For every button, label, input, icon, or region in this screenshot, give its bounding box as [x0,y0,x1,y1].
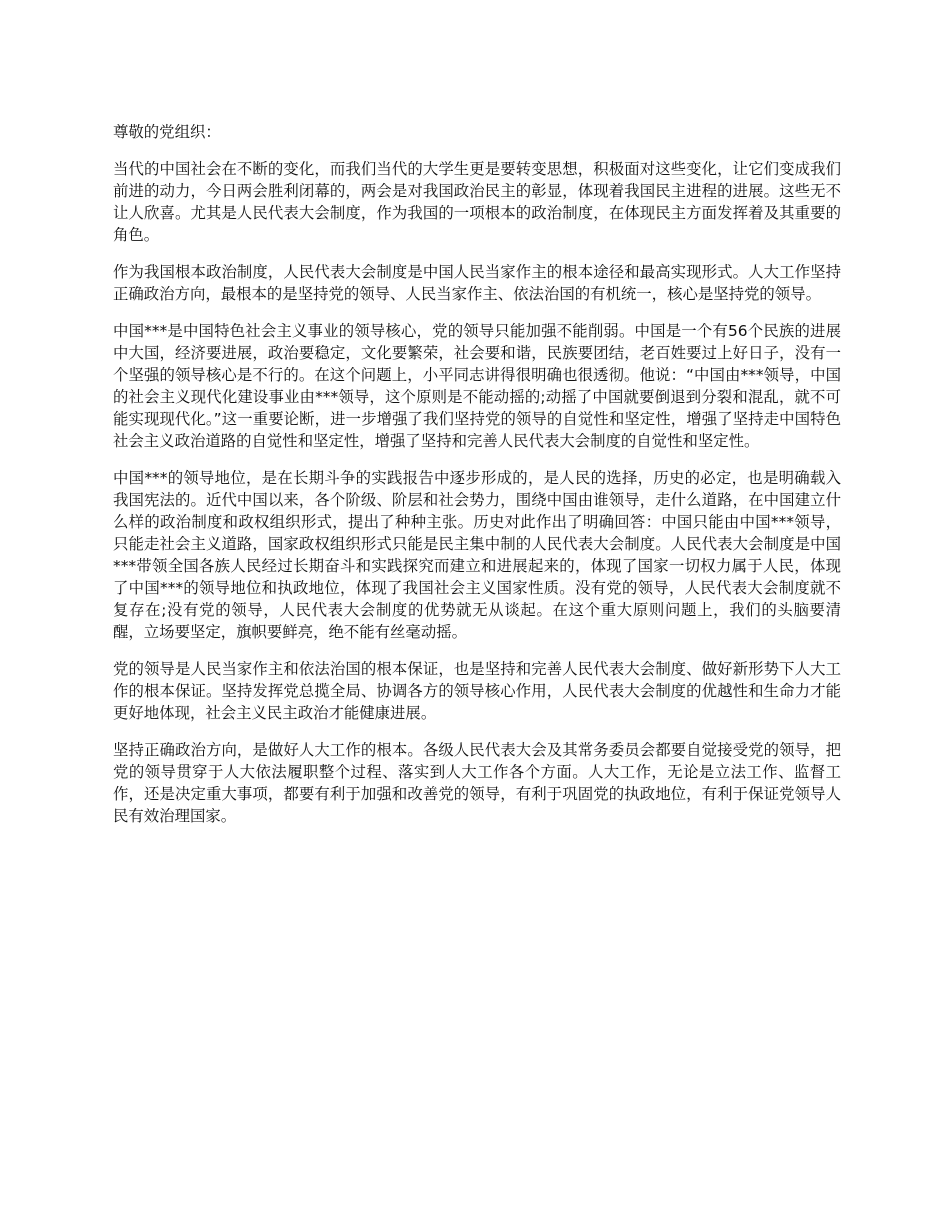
paragraph-1: 当代的中国社会在不断的变化，而我们当代的大学生更是要转变思想，积极面对这些变化，让它们变成我们前进的动力，今日两会胜利闭幕的，两会是对我国政治民主的彰显，体现着我国民主进程的进展。这些无不让人欣喜。尤其是人民代表大会制度，作为我国的一项根本的政治制度，在体现民主方面发挥着及其重要的角色。 [113,160,841,244]
paragraph-5: 党的领导是人民当家作主和依法治国的根本保证，也是坚持和完善人民代表大会制度、做好新形势下人大工作的根本保证。坚持发挥党总揽全局、协调各方的领导核心作用，人民代表大会制度的优越性和生命力才能更好地体现，社会主义民主政治才能健康进展。 [113,660,841,722]
paragraph-4: 中国***的领导地位，是在长期斗争的实践报告中逐步形成的，是人民的选择，历史的必定，也是明确载入我国宪法的。近代中国以来，各个阶级、阶层和社会势力，围绕中国由谁领导，走什么道路，在中国建立什么样的政治制度和政权组织形式，提出了种种主张。历史对此作出了明确回答：中国只能由中国***领导，只能走社会主义道路，国家政权组织形式只能是民主集中制的人民代表大会制度。人民代表大会制度是中国***带领全国各族人民经过长期奋斗和实践探究而建立和进展起来的，体现了国家一切权力属于人民，体现了中国***的领导地位和执政地位，体现了我国社会主义国家性质。没有党的领导，人民代表大会制度就不复存在;没有党的领导，人民代表大会制度的优势就无从谈起。在这个重大原则问题上，我们的头脑要清醒，立场要坚定，旗帜要鲜亮，绝不能有丝毫动摇。 [113,469,841,641]
paragraph-3: 中国***是中国特色社会主义事业的领导核心，党的领导只能加强不能削弱。中国是一个有56个民族的进展中大国，经济要进展，政治要稳定，文化要繁荣，社会要和谐，民族要团结，老百姓要过上好日子，没有一个坚强的领导核心是不行的。在这个问题上，小平同志讲得很明确也很透彻。他说：“中国由***领导，中国的社会主义现代化建设事业由***领导，这个原则是不能动摇的;动摇了中国就要倒退到分裂和混乱，就不可能实现现代化。”这一重要论断，进一步增强了我们坚持党的领导的自觉性和坚定性，增强了坚持走中国特色社会主义政治道路的自觉性和坚定性，增强了坚持和完善人民代表大会制度的自觉性和坚定性。 [113,322,841,450]
paragraph-6: 坚持正确政治方向，是做好人大工作的根本。各级人民代表大会及其常务委员会都要自觉接受党的领导，把党的领导贯穿于人大依法履职整个过程、落实到人大工作各个方面。人大工作，无论是立法工作、监督工作，还是决定重大事项，都要有利于加强和改善党的领导，有利于巩固党的执政地位，有利于保证党领导人民有效治理国家。 [113,741,841,825]
document-page [113,121,841,842]
salutation: 尊敬的党组织： [113,123,221,141]
paragraph-2: 作为我国根本政治制度，人民代表大会制度是中国人民当家作主的根本途径和最高实现形式。人大工作坚持正确政治方向，最根本的是坚持党的领导、人民当家作主、依法治国的有机统一，核心是坚持党的领导。 [113,263,841,303]
